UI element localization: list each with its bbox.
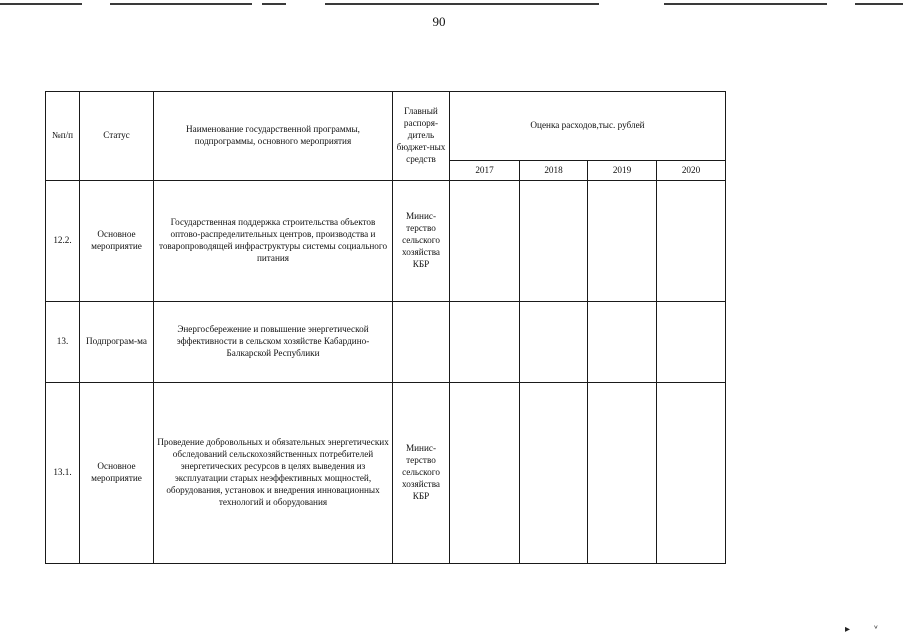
scan-edge-line bbox=[110, 3, 252, 5]
header-name: Наименование государственной программы, подпрограммы, основного мероприятия bbox=[154, 92, 393, 181]
row-value-cell bbox=[520, 302, 588, 383]
budget-table bbox=[45, 91, 726, 564]
header-num: №п/п bbox=[46, 92, 80, 181]
row-num: 12.2. bbox=[46, 181, 80, 302]
row-distributor: Минис-терство сельского хозяйства КБР bbox=[393, 181, 450, 302]
scan-edge-line bbox=[664, 3, 827, 5]
scan-edge-line bbox=[0, 3, 82, 5]
row-value-cell bbox=[450, 302, 520, 383]
row-value-cell bbox=[588, 383, 657, 564]
row-num: 13.1. bbox=[46, 383, 80, 564]
row-distributor: Минис-терство сельского хозяйства КБР bbox=[393, 383, 450, 564]
row-value-cell bbox=[450, 383, 520, 564]
header-status: Статус bbox=[80, 92, 154, 181]
scan-speck: ᵛ bbox=[874, 624, 879, 635]
scan-edge-line bbox=[855, 3, 903, 5]
row-value-cell bbox=[520, 383, 588, 564]
row-num: 13. bbox=[46, 302, 80, 383]
table-row bbox=[46, 383, 726, 564]
table-row bbox=[46, 302, 726, 383]
header-year: 2017 bbox=[450, 161, 520, 181]
row-value-cell bbox=[520, 181, 588, 302]
header-distributor: Главный распоря-дитель бюджет-ных средств bbox=[393, 92, 450, 181]
header-year: 2020 bbox=[657, 161, 726, 181]
row-distributor bbox=[393, 302, 450, 383]
scan-edge-line bbox=[325, 3, 599, 5]
row-value-cell bbox=[657, 383, 726, 564]
row-value-cell bbox=[450, 181, 520, 302]
scan-edge-line bbox=[262, 3, 286, 5]
page-number: 90 bbox=[432, 14, 446, 29]
row-value-cell bbox=[657, 302, 726, 383]
header-estimate: Оценка расходов,тыс. рублей bbox=[450, 92, 726, 161]
row-status: Подпрограм-ма bbox=[80, 302, 154, 383]
row-value-cell bbox=[588, 181, 657, 302]
table-row bbox=[46, 181, 726, 302]
header-year: 2019 bbox=[588, 161, 657, 181]
row-status: Основное мероприятие bbox=[80, 181, 154, 302]
row-name: Государственная поддержка строительства объектов оптово-распределительных центров, производства и товаропроводящей инфраструктуры системы социального питания bbox=[154, 181, 393, 302]
header-year: 2018 bbox=[520, 161, 588, 181]
row-value-cell bbox=[657, 181, 726, 302]
row-name: Проведение добровольных и обязательных энергетических обследований сельскохозяйственных потребителей энергетических ресурсов в целях выведения из эксплуатации старых неэффективных мощностей, оборудования, установок и внедрения инновационных технологий и оборудования bbox=[154, 383, 393, 564]
row-value-cell bbox=[588, 302, 657, 383]
row-status: Основное мероприятие bbox=[80, 383, 154, 564]
scan-speck: ▸ bbox=[845, 624, 851, 635]
table-header-row bbox=[46, 92, 726, 161]
row-name: Энергосбережение и повышение энергетической эффективности в сельском хозяйстве Кабардино-Балкарской Республики bbox=[154, 302, 393, 383]
